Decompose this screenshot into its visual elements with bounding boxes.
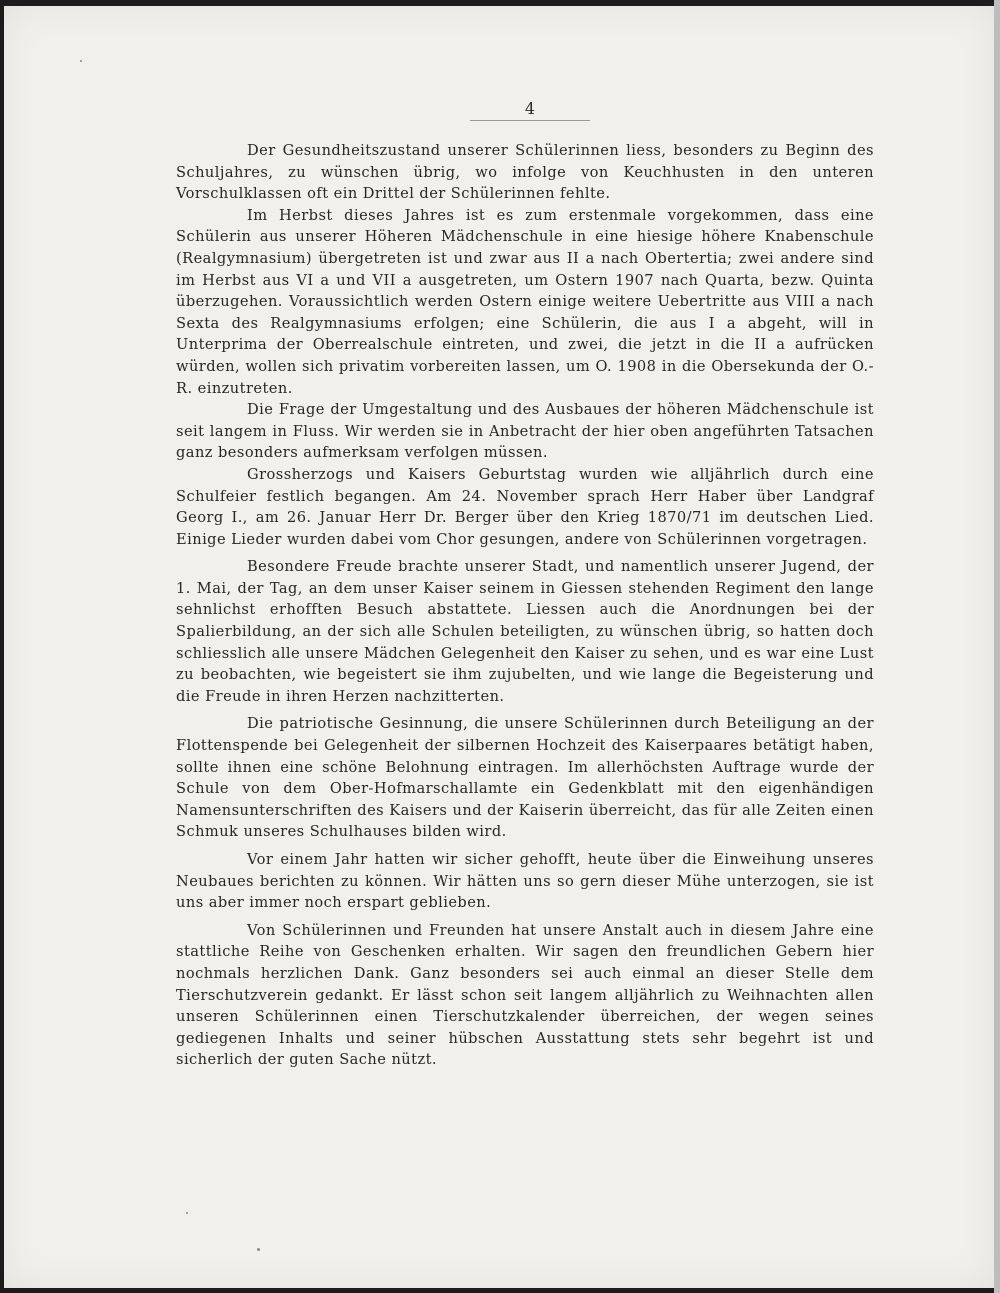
body-text (176, 140, 874, 1071)
page-number: 4 (470, 100, 590, 121)
paragraph-birthdays: Grossherzogs und Kaisers Geburtstag wurden wie alljährlich durch eine Schulfeier festlich begangen. Am 24. November sprach Herr Haber über Landgraf Georg I., am 26. Januar Herr Dr. Berger über den Krieg 1870/71 im deutschen Lied. Einige Lieder wurden dabei vom Chor gesungen, andere von Schülerinnen vorgetragen. (176, 465, 874, 548)
scan-speck (186, 1212, 188, 1214)
scan-speck (80, 60, 82, 62)
paragraph-health: Der Gesundheitszustand unserer Schülerinnen liess, besonders zu Beginn des Schuljahres, zu wünschen übrig, wo infolge von Keuchhusten in den unteren Vorschulklassen oft ein Drittel der Schülerinnen fehlte. (176, 142, 874, 203)
paragraph-transfers: Im Herbst dieses Jahres ist es zum erstenmale vorgekommen, dass eine Schülerin aus unserer Höheren Mädchenschule in eine hiesige höhere Knabenschule (Realgymnasium) übergetreten ist und zwar aus II a nach Obertertia; zwei andere sind im Herbst aus VI a und VII a ausgetreten, um Ostern 1907 nach Quarta, bezw. Quinta überzugehen. Voraussichtlich werden Ostern einige weitere Uebertritte aus VIII a nach Sexta des Realgymnasiums erfolgen; eine Schülerin, die aus I a abgeht, will in Unterprima der Oberrealschule eintreten, und zwei, die jetzt in die II a aufrücken würden, wollen sich privatim vorbereiten lassen, um O. 1908 in die Obersekunda der O.-R. einzutreten. (176, 206, 874, 397)
scan-speck (257, 1248, 260, 1251)
paragraph-gifts: Von Schülerinnen und Freunden hat unsere Anstalt auch in diesem Jahre eine stattliche Reihe von Geschenken erhalten. Wir sagen den freundlichen Gebern hier nochmals herzlichen Dank. Ganz besonders sei auch einmal an dieser Stelle dem Tierschutzverein gedankt. Er lässt schon seit langem alljährlich zu Weihnachten allen unseren Schülerinnen einen Tierschutzkalender überreichen, der wegen seines gediegenen Inhalts und seiner hübschen Ausstattung stets sehr begehrt ist und sicherlich der guten Sache nützt. (176, 921, 874, 1069)
paragraph-new-building: Vor einem Jahr hatten wir sicher gehofft, heute über die Einweihung unseres Neubaues berichten zu können. Wir hätten uns so gern dieser Mühe unterzogen, sie ist uns aber immer noch erspart geblieben. (176, 851, 874, 912)
scan-edge (994, 0, 1000, 1293)
paragraph-reform: Die Frage der Umgestaltung und des Ausbaues der höheren Mädchenschule ist seit langem in Fluss. Wir werden sie in Anbetracht der hier oben angeführten Tatsachen ganz besonders aufmerksam verfolgen müssen. (176, 401, 874, 462)
paragraph-patriotic: Die patriotische Gesinnung, die unsere Schülerinnen durch Beteiligung an der Flottenspende bei Gelegenheit der silbernen Hochzeit des Kaiserpaares betätigt haben, sollte ihnen eine schöne Belohnung eintragen. Im allerhöchsten Auftrage wurde der Schule von dem Ober-Hofmarschallamte ein Gedenkblatt mit den eigenhändigen Namensunterschriften des Kaisers und der Kaiserin überreicht, das für alle Zeiten einen Schmuk unseres Schulhauses bilden wird. (176, 715, 874, 841)
paragraph-kaiser-visit: Besondere Freude brachte unserer Stadt, und namentlich unserer Jugend, der 1. Mai, der Tag, an dem unser Kaiser seinem in Giessen stehenden Regiment den lange sehnlichst erhofften Besuch abstattete. Liessen auch die Anordnungen bei der Spalierbildung, an der sich alle Schulen beteiligten, zu wünschen übrig, so hatten doch schliesslich alle unsere Mädchen Gelegenheit den Kaiser zu sehen, und es war eine Lust zu beobachten, wie begeistert sie ihm zujubelten, und wie lange die Begeisterung und die Freude in ihren Herzen nachzitterten. (176, 558, 874, 705)
